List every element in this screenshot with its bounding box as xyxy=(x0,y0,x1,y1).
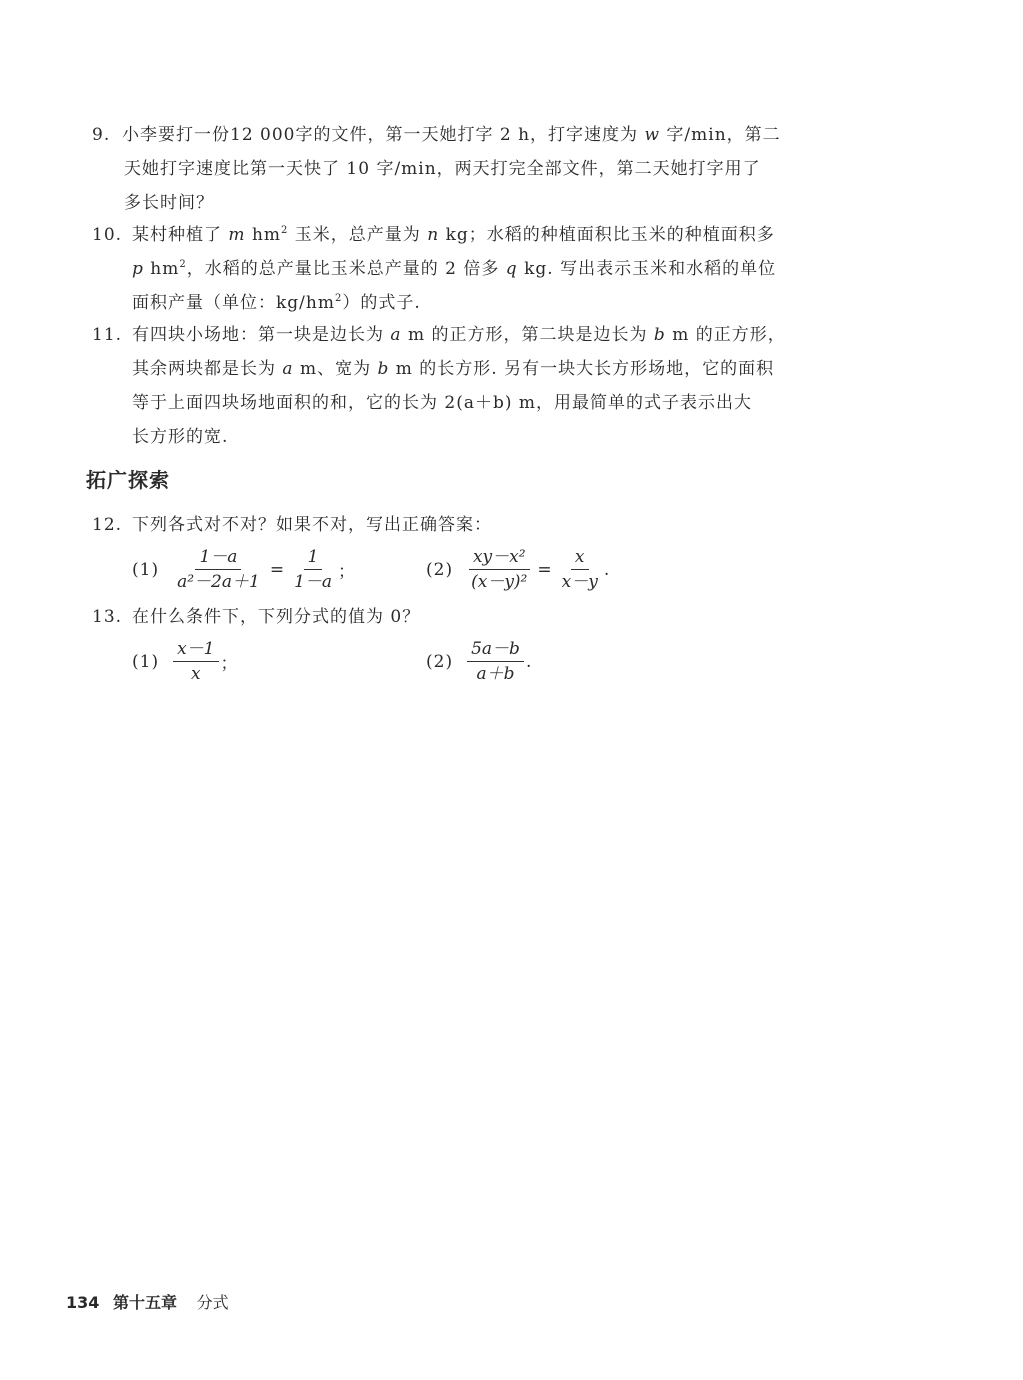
problem-13-part-2: (2) $\frac{5a-b}{a+b}$ . xyxy=(426,639,532,684)
fraction: $\frac{x}{x-y}$ xyxy=(561,547,598,592)
part-label: (2) xyxy=(426,559,454,580)
problem-number: 13. xyxy=(92,607,123,627)
section-heading: 拓广探索 xyxy=(86,468,170,492)
problem-12 xyxy=(92,508,942,542)
problem-11-line-4: 长方形的宽. xyxy=(132,427,229,447)
page-footer xyxy=(66,1290,237,1313)
problem-10-line-1: 10. 某村种植了 m $hm^2$ 玉米，总产量为 n kg；水稻的种植面积比玉米的种植面积多 xyxy=(92,218,942,252)
problem-12-line-1: 12. 下列各式对不对？如果不对，写出正确答案： xyxy=(92,508,942,542)
part-label: (1) xyxy=(132,651,160,672)
problem-number: 10. xyxy=(92,225,123,245)
problem-9-line-1: 9. 小李要打一份12 000字的文件，第一天她打字 2 h，打字速度为 w 字/min，第二 xyxy=(92,118,942,152)
problem-13-part-1: (1) $\frac{x-1}{x}$ ； xyxy=(132,639,238,684)
problem-11-line-3: 等于上面四块场地面积的和，它的长为 2(a＋b) m，用最简单的式子表示出大 xyxy=(132,393,753,413)
chapter-title: 分式 xyxy=(196,1293,229,1312)
problem-13 xyxy=(92,600,942,634)
problem-9 xyxy=(92,118,942,220)
problem-10-line-2: p $hm^2$，水稻的总产量比玉米总产量的 2 倍多 q kg. 写出表示玉米和水稻的单位 xyxy=(132,259,777,279)
chapter-label: 第十五章 xyxy=(112,1293,177,1312)
problem-11 xyxy=(92,318,942,454)
problem-10-line-3: 面积产量（单位：$kg/hm^2$）的式子. xyxy=(132,293,421,313)
fraction: $\frac{1}{1-a}$ xyxy=(294,547,333,592)
part-label: (1) xyxy=(132,559,160,580)
problem-11-line-2: 其余两块都是长为 a m、宽为 b m 的长方形. 另有一块大长方形场地，它的面积 xyxy=(132,359,775,379)
problem-9-line-2: 天她打字速度比第一天快了 10 字/min，两天打完全部文件，第二天她打字用了 xyxy=(124,159,761,179)
fraction: $\frac{1-a}{\text{a²－2a＋1}}$ xyxy=(177,547,260,592)
fraction: $\frac{x-1}{x}$ xyxy=(173,638,218,685)
part-label: (2) xyxy=(426,651,454,672)
problem-number: 12. xyxy=(92,515,123,535)
problem-11-line-1: 11. 有四块小场地：第一块是边长为 a m 的正方形，第二块是边长为 b m 的正方形， xyxy=(92,318,942,352)
page-number: 134 xyxy=(66,1293,100,1312)
problem-13-line-1: 13. 在什么条件下，下列分式的值为 0？ xyxy=(92,600,942,634)
problem-9-line-3: 多长时间？ xyxy=(124,193,214,213)
fraction: $\frac{5a-b}{a+b}$ xyxy=(467,638,524,685)
problem-12-part-1: (1) $\frac{1-a}{\text{a²－2a＋1}}$ = $\frac{1}{1-a}$ ； xyxy=(132,547,356,592)
problem-10 xyxy=(92,218,942,320)
fraction: $\frac{\text{xy－x²}}{\text{(x－y)²}}$ xyxy=(467,546,531,593)
problem-12-part-2: (2) $\frac{\text{xy－x²}}{\text{(x－y)²}}$ = $\frac{x}{x-y}$ . xyxy=(426,547,610,592)
problem-number: 9. xyxy=(92,125,111,145)
problem-number: 11. xyxy=(92,325,123,345)
